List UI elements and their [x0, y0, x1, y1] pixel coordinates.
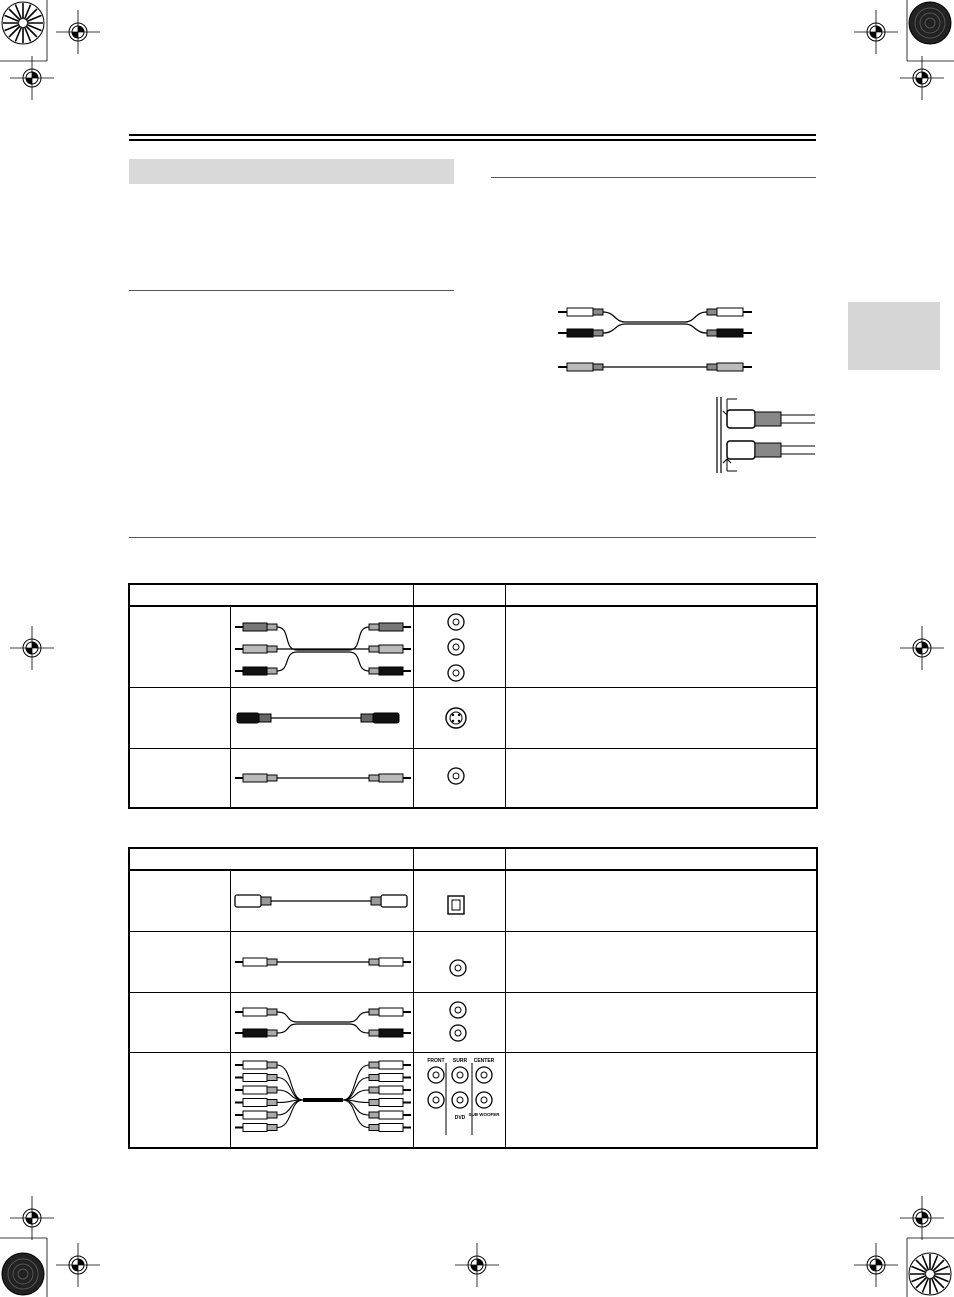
rca-plug-sleeve — [267, 1100, 277, 1106]
top-double-rule — [129, 134, 816, 136]
rca-plug — [379, 1061, 403, 1069]
rca-plug — [379, 1099, 403, 1107]
row-name — [129, 1053, 230, 1149]
registration-mark-icon — [10, 626, 54, 670]
stereo-and-mono-cable-figure — [555, 300, 755, 380]
rca-plug-sleeve — [267, 1087, 277, 1093]
star-target-icon — [2, 2, 44, 44]
rca-jack-icon — [414, 749, 506, 807]
rca-plug — [243, 1086, 267, 1094]
rca-cable-icon — [231, 932, 414, 992]
optical-jack-icon — [414, 871, 506, 931]
row-name — [129, 932, 230, 993]
section-rule — [129, 537, 816, 538]
rca-plug — [379, 1086, 403, 1094]
rca-plug-sleeve — [369, 1125, 379, 1131]
table-header — [413, 848, 505, 870]
table-header — [129, 584, 413, 606]
rca-plug-sleeve — [369, 1100, 379, 1106]
table-row — [129, 688, 817, 749]
rca-plug-sleeve — [267, 1075, 277, 1081]
rca-plug-sleeve — [369, 1075, 379, 1081]
rca-plug — [379, 1124, 403, 1132]
table-header — [505, 584, 817, 606]
rca-jack-icon — [414, 607, 506, 687]
plug-insertion-figure — [705, 393, 817, 477]
column-rule — [129, 290, 454, 291]
rca-plug-sleeve — [267, 1062, 277, 1068]
column-rule — [491, 177, 816, 178]
rca-jack-icon — [428, 1067, 492, 1108]
top-double-rule — [129, 139, 816, 141]
rca-plug — [243, 1061, 267, 1069]
jack-label-surr: SURR — [452, 1058, 467, 1064]
section-heading-band — [129, 159, 454, 184]
row-desc — [505, 1053, 817, 1149]
rca-plug — [243, 1111, 267, 1119]
rca-plug-sleeve — [369, 1062, 379, 1068]
rca-plug — [379, 1111, 403, 1119]
row-desc — [505, 932, 817, 993]
row-name — [129, 688, 230, 749]
rca-cable-icon — [558, 363, 752, 371]
registration-mark-icon — [10, 56, 54, 100]
star-target-icon — [2, 1253, 44, 1295]
rca-cable-icon — [558, 308, 752, 337]
rca-jack-icon — [414, 932, 506, 992]
registration-mark-icon — [56, 10, 100, 54]
row-desc — [505, 688, 817, 749]
row-desc — [505, 993, 817, 1053]
cable-wire — [277, 1100, 369, 1128]
row-desc — [505, 749, 817, 809]
multichannel-cable-icon — [231, 1053, 414, 1147]
s-video-cable-icon — [231, 688, 414, 748]
rca-plug-sleeve — [369, 1087, 379, 1093]
rca-jack-icon — [414, 993, 506, 1052]
registration-mark-icon — [854, 1243, 898, 1287]
rca-plug — [243, 1124, 267, 1132]
jack-label-front: FRONT — [426, 1058, 445, 1064]
table-row — [129, 749, 817, 809]
table-row — [129, 932, 817, 993]
star-target-icon — [909, 2, 951, 44]
rca-cable-icon — [231, 993, 414, 1052]
side-tab — [848, 302, 940, 370]
rca-plug-sleeve — [267, 1125, 277, 1131]
rca-plug — [379, 1074, 403, 1082]
table-header — [505, 848, 817, 870]
audio-connection-table — [128, 847, 818, 1149]
row-name — [129, 870, 230, 932]
rca-plug-sleeve — [267, 1112, 277, 1118]
row-name — [129, 606, 230, 688]
row-desc — [505, 870, 817, 932]
rca-cable-icon — [231, 749, 414, 807]
table-row — [129, 870, 817, 932]
registration-mark-icon — [900, 1196, 944, 1240]
table-header — [129, 848, 413, 870]
table-row — [129, 606, 817, 688]
registration-mark-icon — [56, 1243, 100, 1287]
row-desc — [505, 606, 817, 688]
table-header — [413, 584, 505, 606]
jack-label-subwoofer: SUB WOOFER — [468, 1112, 499, 1117]
star-target-icon — [909, 1253, 951, 1295]
registration-mark-icon — [900, 56, 944, 100]
row-name — [129, 993, 230, 1053]
jack-label-dvd: DVD — [454, 1115, 465, 1121]
registration-mark-icon — [455, 1243, 499, 1287]
table-row — [129, 993, 817, 1053]
component-video-cable-icon — [231, 607, 414, 687]
registration-mark-icon — [900, 626, 944, 670]
cable-wire — [277, 1078, 369, 1101]
video-connection-table — [128, 583, 818, 809]
table-row — [129, 1053, 817, 1149]
optical-cable-icon — [231, 871, 414, 931]
registration-mark-icon — [854, 10, 898, 54]
registration-mark-icon — [10, 1196, 54, 1240]
multichannel-jack-panel — [414, 1053, 506, 1147]
cable-bundle — [303, 1098, 343, 1102]
rca-plug-sleeve — [369, 1112, 379, 1118]
s-video-jack-icon — [414, 688, 506, 748]
jack-label-center: CENTER — [473, 1058, 494, 1064]
rca-plug — [243, 1074, 267, 1082]
row-name — [129, 749, 230, 809]
rca-plug — [243, 1099, 267, 1107]
